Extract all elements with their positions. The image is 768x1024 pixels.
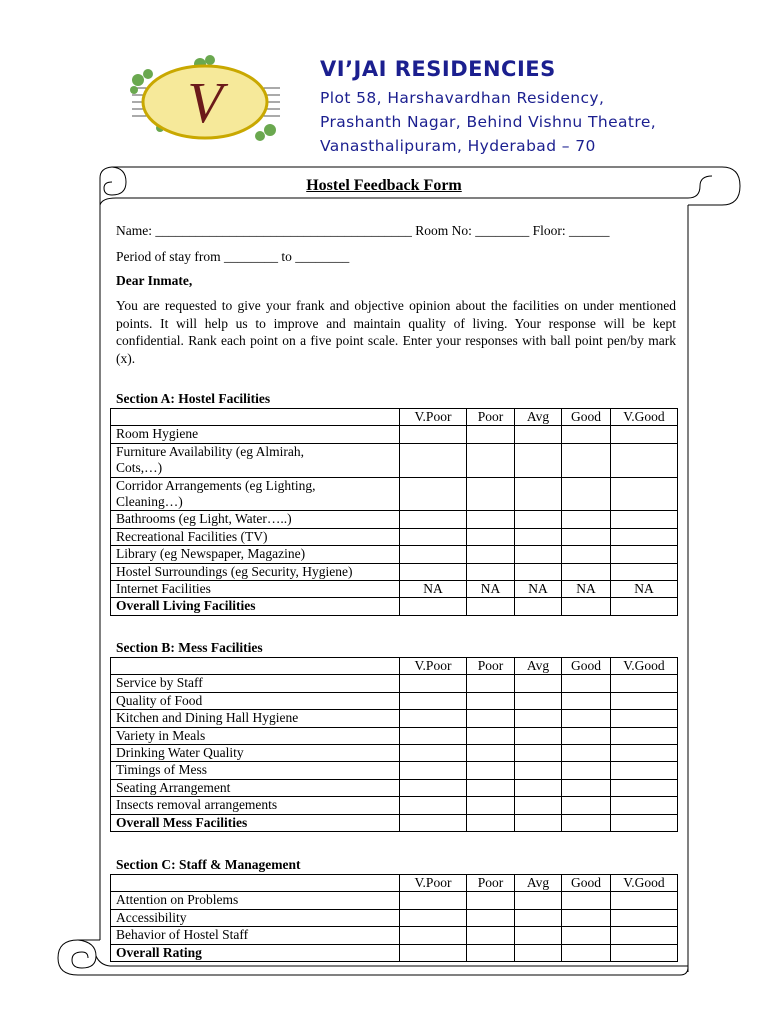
row-label: Service by Staff bbox=[111, 675, 400, 692]
row-label: Hostel Surroundings (eg Security, Hygiene) bbox=[111, 563, 400, 580]
address-line-2: Prashanth Nagar, Behind Vishnu Theatre, bbox=[320, 113, 657, 131]
table-row bbox=[111, 598, 678, 615]
scale-vpoor: V.Poor bbox=[400, 875, 467, 892]
scale-poor: Poor bbox=[467, 875, 515, 892]
address-line-3: Vanasthalipuram, Hyderabad – 70 bbox=[320, 137, 596, 155]
table-row bbox=[111, 779, 678, 796]
na-cell: NA bbox=[400, 580, 467, 597]
scale-vpoor: V.Poor bbox=[400, 409, 467, 426]
form-title: Hostel Feedback Form bbox=[306, 177, 462, 194]
scale-vgood: V.Good bbox=[611, 409, 678, 426]
row-label: Attention on Problems bbox=[111, 892, 400, 909]
row-label: Cleaning…) bbox=[111, 494, 400, 511]
section-c-table bbox=[110, 874, 678, 962]
residency-logo bbox=[120, 50, 290, 150]
table-row bbox=[111, 909, 678, 926]
row-label: Library (eg Newspaper, Magazine) bbox=[111, 546, 400, 563]
na-cell: NA bbox=[467, 580, 515, 597]
table-row bbox=[111, 892, 678, 909]
row-label: Drinking Water Quality bbox=[111, 744, 400, 761]
scale-avg: Avg bbox=[515, 409, 562, 426]
na-cell: NA bbox=[515, 580, 562, 597]
table-row bbox=[111, 443, 678, 460]
row-label: Corridor Arrangements (eg Lighting, bbox=[111, 477, 400, 494]
table-row bbox=[111, 927, 678, 944]
address-line-1: Plot 58, Harshavardhan Residency, bbox=[320, 89, 605, 107]
row-label: Kitchen and Dining Hall Hygiene bbox=[111, 710, 400, 727]
row-label: Furniture Availability (eg Almirah, bbox=[111, 443, 400, 460]
scale-vgood: V.Good bbox=[611, 875, 678, 892]
table-row bbox=[111, 797, 678, 814]
period-of-stay-line[interactable]: Period of stay from ________ to ________ bbox=[116, 249, 350, 264]
row-label: Cots,…) bbox=[111, 460, 400, 477]
section-a-table bbox=[110, 408, 678, 616]
scale-vpoor: V.Poor bbox=[400, 658, 467, 675]
scale-good: Good bbox=[562, 409, 611, 426]
scale-avg: Avg bbox=[515, 875, 562, 892]
table-row bbox=[111, 744, 678, 761]
overall-label: Overall Rating bbox=[111, 944, 400, 961]
table-row bbox=[111, 675, 678, 692]
scale-avg: Avg bbox=[515, 658, 562, 675]
table-row bbox=[111, 944, 678, 961]
table-row bbox=[111, 546, 678, 563]
row-label: Seating Arrangement bbox=[111, 779, 400, 796]
row-label: Insects removal arrangements bbox=[111, 797, 400, 814]
row-label: Timings of Mess bbox=[111, 762, 400, 779]
na-cell: NA bbox=[562, 580, 611, 597]
scale-vgood: V.Good bbox=[611, 658, 678, 675]
table-row bbox=[111, 580, 678, 597]
table-row bbox=[111, 477, 678, 494]
row-label: Behavior of Hostel Staff bbox=[111, 927, 400, 944]
name-room-floor-line[interactable]: Name: ______________________________________ Room No: ________ Floor: ______ bbox=[116, 223, 610, 238]
logo-letter: V bbox=[187, 70, 223, 135]
table-row bbox=[111, 814, 678, 831]
row-label: Internet Facilities bbox=[111, 580, 400, 597]
overall-label: Overall Living Facilities bbox=[111, 598, 400, 615]
na-cell: NA bbox=[611, 580, 678, 597]
section-a-title: Section A: Hostel Facilities bbox=[116, 391, 271, 406]
scale-poor: Poor bbox=[467, 658, 515, 675]
table-header-row bbox=[111, 409, 678, 426]
overall-label: Overall Mess Facilities bbox=[111, 814, 400, 831]
table-row bbox=[111, 511, 678, 528]
table-row bbox=[111, 727, 678, 744]
intro-paragraph: You are requested to give your frank and objective opinion about the facilities on under mentioned points. It will help us to improve and maintain quality of living. Your response will be kept confidential. Rank each point on a five point scale. Enter your responses with ball point pen/by mark (x). bbox=[116, 298, 676, 366]
table-row bbox=[111, 692, 678, 709]
section-b-title: Section B: Mess Facilities bbox=[116, 640, 263, 655]
row-label: Quality of Food bbox=[111, 692, 400, 709]
scale-poor: Poor bbox=[467, 409, 515, 426]
section-c-title: Section C: Staff & Management bbox=[116, 857, 301, 872]
table-row bbox=[111, 762, 678, 779]
residency-name: VI’JAI RESIDENCIES bbox=[320, 57, 556, 81]
table-row bbox=[111, 528, 678, 545]
row-label: Accessibility bbox=[111, 909, 400, 926]
row-label: Variety in Meals bbox=[111, 727, 400, 744]
table-header-row bbox=[111, 875, 678, 892]
table-row bbox=[111, 426, 678, 443]
section-b-table bbox=[110, 657, 678, 832]
scale-good: Good bbox=[562, 875, 611, 892]
table-row bbox=[111, 710, 678, 727]
salutation: Dear Inmate, bbox=[116, 273, 193, 288]
scale-good: Good bbox=[562, 658, 611, 675]
row-label: Room Hygiene bbox=[111, 426, 400, 443]
row-label: Recreational Facilities (TV) bbox=[111, 528, 400, 545]
row-label: Bathrooms (eg Light, Water…..) bbox=[111, 511, 400, 528]
table-row bbox=[111, 563, 678, 580]
table-header-row bbox=[111, 658, 678, 675]
